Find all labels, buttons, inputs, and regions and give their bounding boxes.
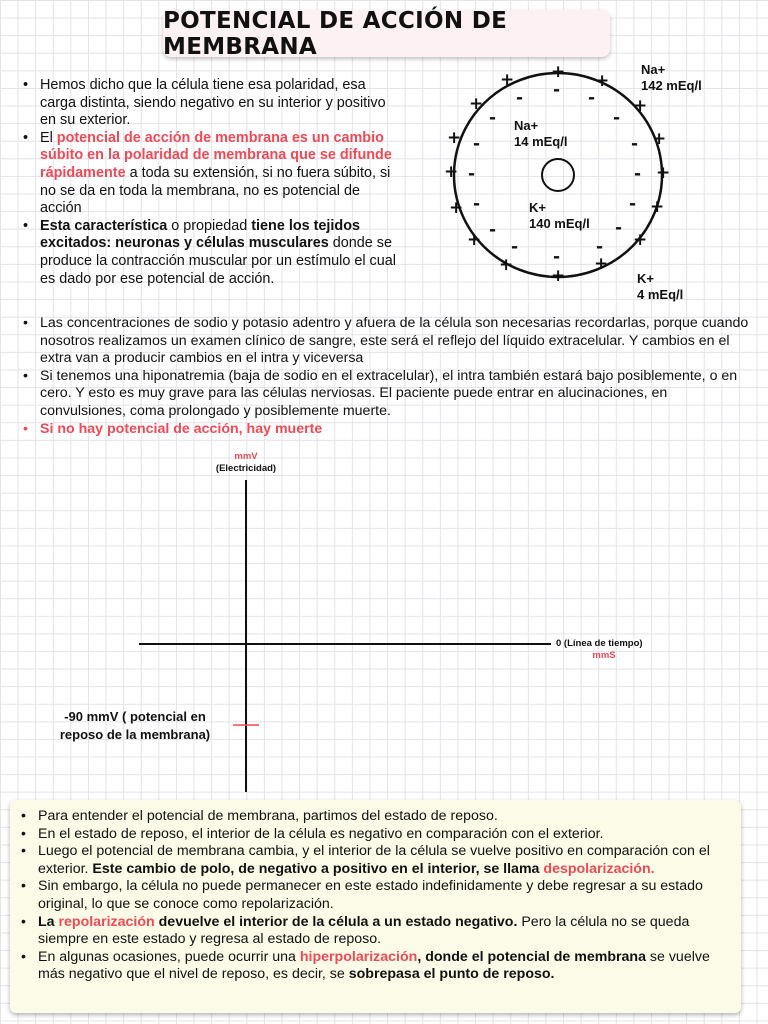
ion-concentration: 142 mEq/l	[641, 78, 702, 93]
list-item	[12, 949, 734, 984]
positive-charge: +	[449, 198, 464, 218]
list-item	[12, 808, 734, 826]
intro-text: El	[40, 129, 57, 146]
highlight-text: Si no hay potencial de acción, hay muerte	[40, 420, 323, 437]
ion-concentration: 14 mEq/l	[514, 134, 568, 149]
list-item	[14, 315, 754, 368]
highlight-text: repolarización	[58, 913, 155, 930]
summary-text: se vuelve más negativo que el nivel de reposo, es decir, se	[38, 948, 710, 983]
ion-name: K+	[529, 200, 546, 215]
intro-text: Hemos dicho que la célula tiene esa polaridad, esa carga distinta, siendo negativo en su interior y positivo en su exterior.	[40, 77, 386, 129]
positive-charge: +	[444, 162, 459, 182]
positive-charge: +	[467, 230, 482, 250]
ion-name: Na+	[514, 118, 539, 133]
positive-charge: +	[652, 129, 667, 149]
list-item	[12, 826, 734, 844]
summary-box	[10, 800, 741, 1013]
ion-concentration: 140 mEq/l	[529, 216, 590, 231]
x-axis-unit: mmS	[592, 650, 616, 661]
x-axis-label: 0 (Línea de tiempo)	[556, 638, 643, 649]
positive-charge: +	[594, 254, 609, 274]
y-axis-unit: mmV	[234, 451, 258, 462]
action-potential-graph	[0, 440, 768, 800]
bold-text: devuelve el interior de la célula a un estado negativo.	[154, 913, 518, 930]
page-title: POTENCIAL DE ACCIÓN DE MEMBRANA	[163, 7, 508, 60]
notes-list	[14, 315, 754, 438]
negative-charge: -	[489, 108, 497, 128]
negative-charge: -	[489, 220, 497, 240]
negative-charge: -	[473, 194, 481, 214]
bold-text: Este cambio de polo, de negativo a positivo en el interior, se llama	[92, 860, 544, 877]
summary-text: Para entender el potencial de membrana, partimos del estado de reposo.	[38, 808, 498, 824]
negative-charge: -	[613, 108, 621, 128]
list-item	[12, 914, 734, 949]
na-intracellular-label	[514, 118, 567, 150]
negative-charge: -	[473, 134, 481, 154]
positive-charge: +	[656, 163, 671, 183]
k-extracellular-label	[637, 271, 683, 303]
ion-name: K+	[637, 271, 654, 286]
note-text: Las concentraciones de sodio y potasio adentro y afuera de la célula son necesarias recordarlas, porque cuando nosotros realizamos un examen clínico de sangre, este será el reflejo del líquido extracelular. Y cambios en el extra van a producir cambios en el intra y viceversa	[40, 315, 749, 367]
negative-charge: -	[631, 134, 639, 154]
negative-charge: -	[468, 164, 476, 184]
positive-charge: +	[447, 128, 462, 148]
positive-charge: +	[633, 230, 648, 250]
y-axis-label: (Electricidad)	[215, 463, 277, 474]
summary-text: Sin embargo, la célula no puede permanecer en este estado indefinidamente y debe regresar a su estado original, lo que se conoce como repolarización.	[38, 878, 703, 912]
summary-text: En el estado de reposo, el interior de la célula es negativo en comparación con el exterior.	[38, 825, 604, 842]
note-text: Si tenemos una hiponatremia (baja de sodio en el extracelular), el intra también estará bajo posiblemente, o en cero. Y esto es muy grave para las células nerviosas. El paciente puede entrar en alucinaciones, en convulsiones, coma prolongado y posiblemente muerte.	[40, 367, 738, 419]
k-intracellular-label	[529, 200, 590, 232]
negative-charge: -	[511, 237, 519, 257]
cell-diagram	[432, 60, 752, 310]
na-extracellular-label	[641, 62, 702, 94]
negative-charge: -	[634, 164, 642, 184]
positive-charge: +	[469, 94, 484, 114]
negative-charge: -	[516, 88, 524, 108]
bold-text: Esta característica	[40, 217, 168, 234]
summary-text: Luego el potencial de membrana cambia, y el interior de la célula se vuelve positivo en comparación con el exterior.	[38, 843, 710, 877]
list-item	[14, 77, 399, 130]
intro-text: a toda su extensión, si no fuera súbito, si no se da en toda la membrana, no es potencial de acción	[40, 164, 391, 217]
intro-text: donde se produce la contracción muscular por un estímulo el cual es dado por ese potencial de acción.	[40, 235, 396, 287]
highlight-text: despolarización.	[543, 860, 655, 877]
resting-potential-label: -90 mmV ( potencial en reposo de la membrana)	[59, 709, 211, 742]
positive-charge: +	[650, 197, 665, 217]
highlight-text: potencial de acción de membrana es un cambio súbito en la polaridad de membrana que se difunde rápidamente	[40, 129, 392, 181]
negative-charge: -	[629, 194, 637, 214]
positive-charge: +	[499, 255, 514, 275]
positive-charge: +	[633, 96, 648, 116]
summary-text: En algunas ocasiones, puede ocurrir una	[38, 948, 300, 965]
list-item	[14, 130, 399, 218]
bold-text: La	[38, 913, 59, 930]
title-card	[163, 7, 610, 60]
ion-name: Na+	[641, 62, 666, 77]
positive-charge: +	[500, 70, 515, 90]
graph-axes	[0, 440, 768, 800]
ion-concentration: 4 mEq/l	[637, 287, 684, 302]
highlight-text: hiperpolarización	[299, 948, 418, 965]
negative-charge: -	[588, 88, 596, 108]
negative-charge: -	[553, 80, 561, 100]
cell-nucleus	[542, 159, 574, 191]
positive-charge: +	[551, 62, 566, 82]
bold-text: tiene los tejidos excitados: neuronas y células musculares	[40, 217, 360, 252]
summary-text: Pero la célula no se queda siempre en este estado y regresa al estado de reposo.	[38, 913, 690, 948]
positive-charge: +	[595, 71, 610, 91]
list-item	[12, 878, 734, 913]
list-item	[14, 218, 399, 288]
list-item	[14, 368, 754, 421]
intro-list	[14, 77, 399, 288]
bold-text: , donde el potencial de membrana	[417, 948, 646, 965]
positive-charge: +	[551, 266, 566, 286]
bold-text: sobrepasa el punto de reposo.	[348, 966, 555, 983]
negative-charge: -	[615, 218, 623, 238]
negative-charge: -	[553, 247, 561, 267]
intro-text: o propiedad	[167, 217, 252, 234]
list-item	[12, 843, 734, 878]
summary-list	[12, 808, 734, 984]
negative-charge: -	[596, 237, 604, 257]
list-item	[14, 421, 754, 439]
